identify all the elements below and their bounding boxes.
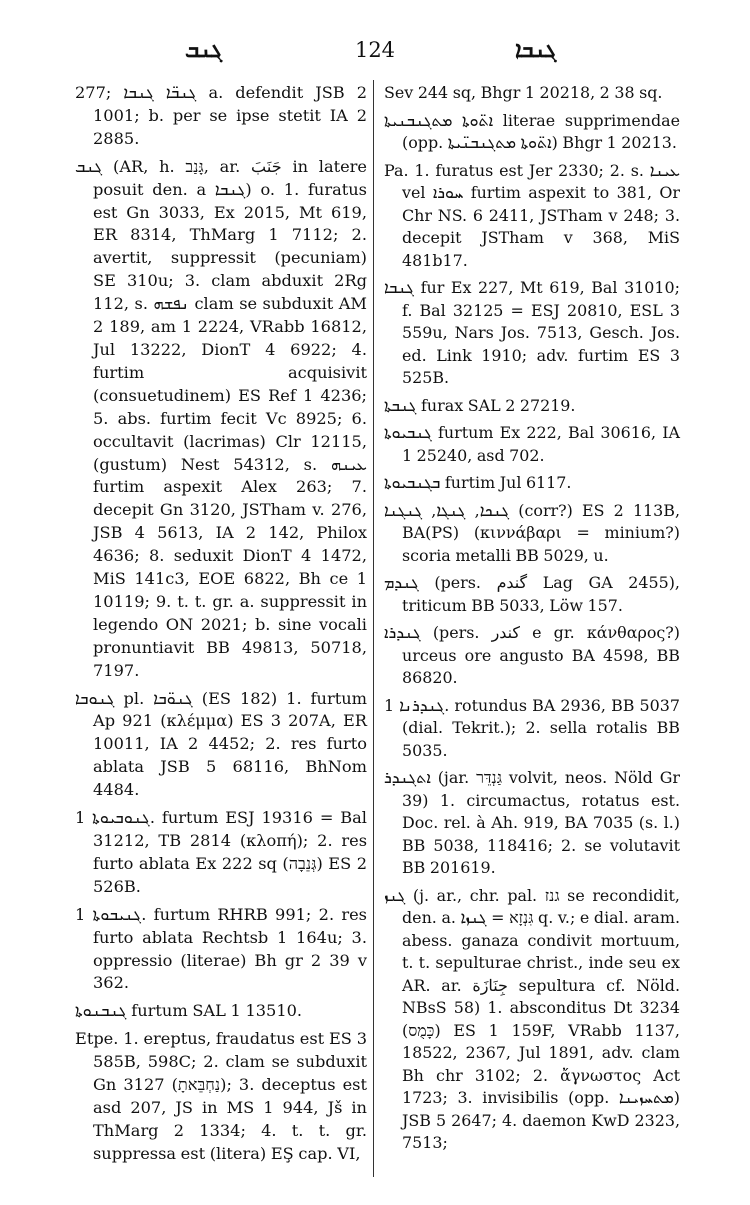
dictionary-entry: ܒܓܢܒܝܘܬܐ furtim Jul 6117.	[384, 473, 572, 492]
dictionary-entry: ܓܢܟܐ, ܓܢܓܐ, ܓܢܓܢܐ (corr?) ES 2 113B, BA(PS) (κιννάβαρι = minium?) scoria metalli BB 5029, u.	[384, 500, 680, 565]
left-running-headword: ܓܢܒ	[185, 38, 223, 63]
dictionary-entry: ܓܢܙ (j. ar., chr. pal. גנז se recondidit, den. a. גִּנְזָא = ܓܢܙܐ q. v.; e dial. aram. abess. ganaza condivit mortuum, t. t. sepulturae christ., inde seu ex AR. ar. جِنَازَة sepultura cf. Nöld. NBsS 58) 1. absconditus Dt 3234 (כָּמֻס) ES 1 159F, VRabb 1137, 18522, 2367, Jul 1891, adv. clam Bh chr 3102; 2. ἄγνωστος Act 1723; 3. invisibilis (opp. ܡܬܚܙܝܢܐ) JSB 5 2647; 4. daemon KwD 2323, 7513;	[384, 885, 680, 1152]
dictionary-entry: ܓܢܒܬܐ furax SAL 2 27219.	[384, 395, 576, 415]
dictionary-entry: ܓܢܝܒܘܬܐ 1. furtum RHRB 991; 2. res furto ablata Rechtsb 1 164u; 3. oppressio (literae) Bh gr 2 39 v 362.	[75, 904, 367, 993]
page-header	[0, 38, 750, 68]
page-number: 124	[354, 38, 396, 62]
dictionary-entry: ܓܢܒܐ fur Ex 227, Mt 619, Bal 31010; f. Bal 32125 = ESJ 20810, ESL 3 559u, Nars Jos. 7513, Gesch. Jos. ed. Link 1910; adv. furtim ES 3 525B.	[384, 278, 680, 387]
dictionary-entry: ܐܬ̈ܘܬܐ ܡܬܓܢܒܢܝܬܐ literae supprimendae (opp. ܐܬ̈ܘܬܐ ܡܬܓܢܒܢ̈ܝܬܐ) Bhgr 1 20213.	[384, 110, 681, 152]
right-column	[384, 82, 680, 1160]
dictionary-entry: ܓܢܕܪܢܐ 1. rotundus BA 2936, BB 5037 (dial. Tekrit.); 2. sella rotalis BB 5035.	[384, 695, 681, 760]
dictionary-entry: Sev 244 sq, Bhgr 1 20218, 2 38 sq.	[384, 83, 663, 102]
left-column	[75, 82, 367, 1171]
dictionary-entry: ܓܢܕܡ (pers. گندم Lag GA 2455), triticum BB 5033, Löw 157.	[384, 573, 680, 615]
dictionary-entry: ܓܢܒ (AR, h. גָּנַב, ar. جَنَبَ in latere posuit den. a ܓܢܒܐ) o. 1. furatus est Gn 3033, Ex 2015, Mt 619, ER 8314, ThMarg 1 7112; 2. avertit, suppressit (pecuniam) SE 310u; 3. clam abduxit 2Rg 112, s. ܢܦܫܗ clam se subduxit AM 2 189, am 1 2224, VRabb 16812, Jul 13222, DionT 4 6922; 4. furtim acquisivit (consuetudinem) ES Ref 1 4236; 5. abs. furtim fecit Vc 8925; 6. occultavit (lacrimas) Clr 12115, (gustum) Nest 54312, s. ܥܝܢܗ furtim aspexit Alex 263; 7. decepit Gn 3120, JSTham v. 276, JSB 4 5613, IA 2 142, Philox 4636; 8. seduxit DionT 4 1472, MiS 141c3, EOE 6822, Bh ce 1 10119; 9. t. t. gr. a. suppressit in legendo ON 2021; b. sine vocali pronuntiavit BB 49813, 50718, 7197.	[75, 156, 367, 680]
dictionary-entry: ܓܢܘܒܝܘܬܐ 1. furtum ESJ 19316 = Bal 31212, TB 2814 (κλοπή); 2. res furto ablata Ex 222 sq (גְּנֵבָה) ES 2 526B.	[75, 808, 367, 896]
dictionary-entry: Etpe. 1. ereptus, fraudatus est ES 3 585B, 598C; 2. clam se subduxit Gn 3127 (נַחְבֵּאתָ); 3. deceptus est asd 207, JS in MS 1 944, Jš in ThMarg 2 1334; 4. t. t. gr. suppressa est (litera) EŞ cap. VI,	[75, 1029, 367, 1163]
column-divider	[373, 80, 374, 1177]
dictionary-entry: 277; ܓܢܒ̈ܐ ܓܢܒܐ a. defendit JSB 2 1001; b. per se ipse stetit IA 2 2885.	[75, 83, 367, 148]
right-running-headword: ܓܢܒܐ	[515, 38, 557, 63]
dictionary-entry: ܐܬܓܢܕܪ (jar. גַּנְדֵּר volvit, neos. Nöld Gr 39) 1. circumactus, rotatus est. Doc. rel. à Ah. 919, BA 7035 (s. l.) BB 5038, 118416; 2. se volutavit BB 201619.	[384, 768, 680, 877]
dictionary-entry: Pa. 1. furatus est Jer 2330; 2. s. ܥܝܢܐ vel ܚܘܪܐ furtim aspexit to 381, Or Chr NS. 6 2411, JSTham v 248; 3. decepit JSTham v 368, MiS 481b17.	[384, 160, 680, 270]
dictionary-entry: ܓܢܘܒܐ pl. ܓܢܘ̈ܒܐ (ES 182) 1. furtum Ap 921 (κλέμμα) ES 3 207A, ER 10011, IA 2 4452; 2. res furto ablata JSB 5 68116, BhNom 4484.	[75, 688, 367, 800]
dictionary-entry: ܓܢܕܪܐ (pers. کندر e gr. κάνθαρος?) urceus ore angusto BA 4598, BB 86820.	[384, 623, 681, 687]
dictionary-entry: ܓܢܒܝܘܬܐ furtum Ex 222, Bal 30616, IA 1 25240, asd 702.	[384, 423, 680, 465]
dictionary-entry: ܓܢܒܢܘܬܐ furtum SAL 1 13510.	[75, 1001, 303, 1021]
